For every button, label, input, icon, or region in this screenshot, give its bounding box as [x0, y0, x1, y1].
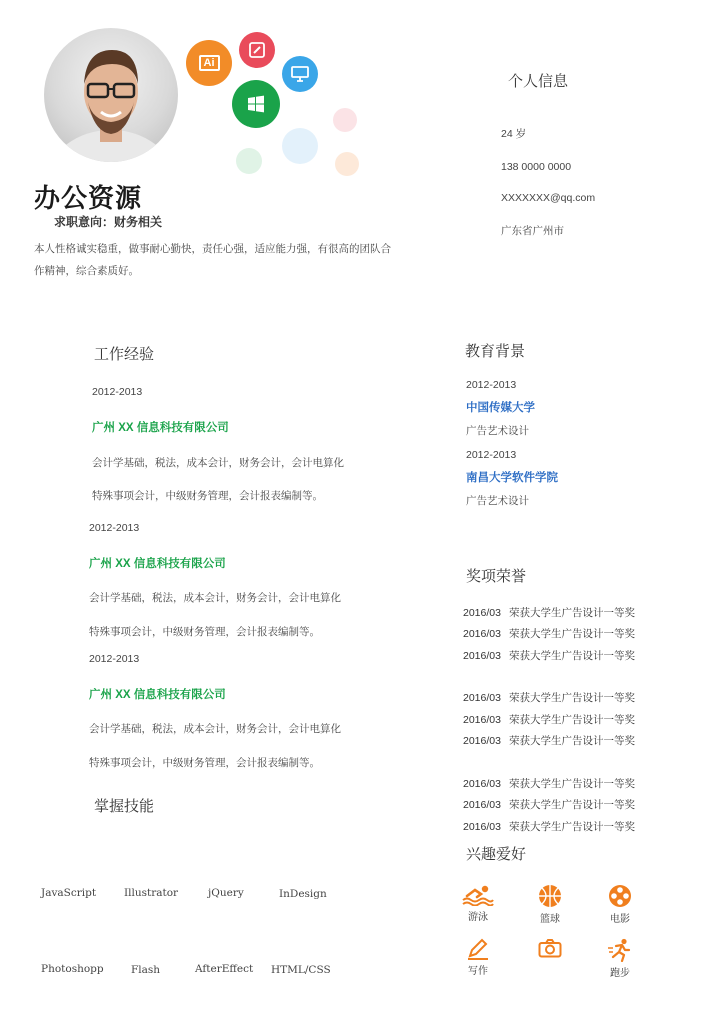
- edu-date: 2012-2013: [466, 449, 517, 461]
- edit-bubble-icon: [239, 32, 275, 68]
- camera-icon: [538, 938, 562, 958]
- skill-item: Photoshopp: [41, 963, 104, 975]
- skill-item: AfterEffect: [195, 963, 254, 975]
- hobby-running: [600, 938, 640, 979]
- person-name: 办公资源: [34, 183, 143, 213]
- skill-item: jQuery: [208, 887, 244, 899]
- pink-dot-icon: [333, 108, 357, 132]
- profile-photo: [44, 28, 178, 162]
- self-introduction: 本人性格诚实稳重，做事耐心勤快，责任心强，适应能力强，有很高的团队合作精神，综合素质好。: [34, 243, 391, 277]
- award-text: 荣获大学生广告设计一等奖: [509, 799, 635, 811]
- award-row: [463, 712, 635, 727]
- work-experience-title: 工作经验: [94, 346, 155, 363]
- orange-dot-icon: [335, 152, 359, 176]
- award-text: 荣获大学生广告设计一等奖: [509, 607, 635, 619]
- award-date: 2016/03: [463, 778, 501, 790]
- hobby-photography: [530, 938, 570, 958]
- windows-bubble-icon: [232, 80, 280, 128]
- work-desc-line: 特殊事项会计，中级财务管理，会计报表编制等。: [89, 626, 320, 638]
- skill-item: Illustrator: [124, 887, 179, 899]
- ai-bubble-icon: Ai: [186, 40, 232, 86]
- hobby-writing: [458, 938, 498, 977]
- skill-item: Flash: [131, 964, 161, 976]
- green-dot-icon: [236, 148, 262, 174]
- award-date: 2016/03: [463, 735, 501, 747]
- work-company: 广州 XX 信息科技有限公司: [89, 558, 226, 570]
- edu-major: 广告艺术设计: [466, 425, 529, 437]
- swimming-icon: [461, 884, 495, 906]
- award-row: [463, 626, 635, 641]
- personal-email: XXXXXXX@qq.com: [501, 192, 596, 204]
- hobby-label: 篮球: [540, 914, 560, 925]
- personal-age: 24 岁: [501, 128, 527, 140]
- edu-school: 中国传媒大学: [466, 402, 535, 414]
- skills-title: 掌握技能: [94, 798, 155, 815]
- job-objective: 求职意向：财务相关: [54, 215, 163, 229]
- skill-item: InDesign: [279, 888, 327, 900]
- skill-item: JavaScript: [41, 887, 97, 899]
- award-row: [463, 797, 635, 812]
- award-date: 2016/03: [463, 821, 501, 833]
- award-date: 2016/03: [463, 628, 501, 640]
- hobby-label: 跑步: [610, 968, 630, 979]
- skill-item: HTML/CSS: [271, 964, 331, 976]
- award-date: 2016/03: [463, 799, 501, 811]
- edu-major: 广告艺术设计: [466, 495, 529, 507]
- personal-location: 广东省广州市: [501, 225, 564, 237]
- award-row: [463, 690, 635, 705]
- award-row: [463, 733, 635, 748]
- award-text: 荣获大学生广告设计一等奖: [509, 692, 635, 704]
- blue-dot-icon: [282, 128, 318, 164]
- hobby-film: [600, 884, 640, 925]
- personal-phone: 138 0000 0000: [501, 161, 572, 173]
- pencil-icon: [466, 938, 490, 960]
- edu-school: 南昌大学软件学院: [466, 472, 558, 484]
- award-row: [463, 776, 635, 791]
- monitor-bubble-icon: [282, 56, 318, 92]
- work-date: 2012-2013: [89, 653, 140, 665]
- award-text: 荣获大学生广告设计一等奖: [509, 714, 635, 726]
- award-row: [463, 648, 635, 663]
- award-text: 荣获大学生广告设计一等奖: [509, 778, 635, 790]
- hobby-swimming: [458, 884, 498, 923]
- work-date: 2012-2013: [89, 522, 140, 534]
- personal-info-title: 个人信息: [508, 73, 569, 90]
- award-text: 荣获大学生广告设计一等奖: [509, 628, 635, 640]
- work-desc-line: 特殊事项会计，中级财务管理，会计报表编制等。: [92, 490, 323, 502]
- edu-date: 2012-2013: [466, 379, 517, 391]
- awards-title: 奖项荣誉: [466, 568, 527, 585]
- award-text: 荣获大学生广告设计一等奖: [509, 650, 635, 662]
- award-text: 荣获大学生广告设计一等奖: [509, 735, 635, 747]
- work-company: 广州 XX 信息科技有限公司: [92, 422, 229, 434]
- award-date: 2016/03: [463, 607, 501, 619]
- basketball-icon: [538, 884, 562, 908]
- work-desc-line: 会计学基础，税法，成本会计，财务会计，会计电算化: [89, 592, 341, 604]
- work-date: 2012-2013: [92, 386, 143, 398]
- hobby-label: 电影: [610, 914, 630, 925]
- work-desc-line: 会计学基础，税法，成本会计，财务会计，会计电算化: [92, 457, 344, 469]
- film-icon: [608, 884, 632, 908]
- award-date: 2016/03: [463, 650, 501, 662]
- work-company: 广州 XX 信息科技有限公司: [89, 689, 226, 701]
- award-row: [463, 819, 635, 834]
- work-desc-line: 会计学基础，税法，成本会计，财务会计，会计电算化: [89, 723, 341, 735]
- hobby-label: 写作: [468, 966, 488, 977]
- work-desc-line: 特殊事项会计，中级财务管理，会计报表编制等。: [89, 757, 320, 769]
- hobbies-title: 兴趣爱好: [466, 846, 527, 863]
- hobby-basketball: [530, 884, 570, 925]
- award-date: 2016/03: [463, 714, 501, 726]
- award-row: [463, 605, 635, 620]
- hobby-label: 游泳: [468, 912, 488, 923]
- education-title: 教育背景: [465, 343, 526, 360]
- running-icon: [607, 938, 633, 962]
- award-date: 2016/03: [463, 692, 501, 704]
- award-text: 荣获大学生广告设计一等奖: [509, 821, 635, 833]
